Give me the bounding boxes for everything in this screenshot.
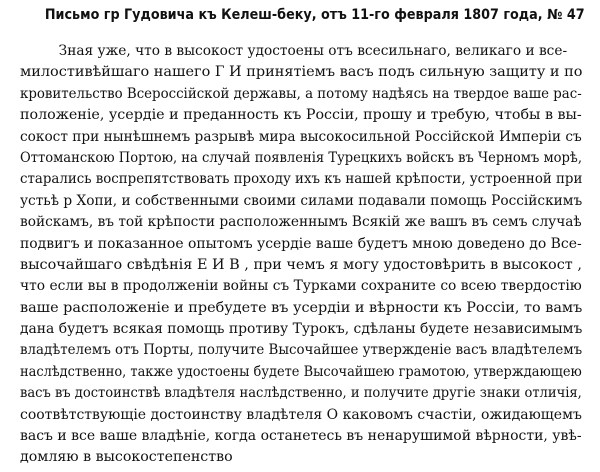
text-line-12: что если вы в продолженіи войны съ Турками сохраните со всею твердостію (20, 278, 582, 295)
text-line-7: старались воспрепятствовать проходу ихъ къ нашей крѣпости, устроенной при (20, 171, 583, 188)
letter-heading: Письмо гр Гудовича къ Келеш-беку, отъ 11-го февраля 1807 года, № 47 (44, 7, 585, 23)
text-line-10: подвигъ и показанное опытомъ усердіе ваше будетъ мною доведено до Все- (20, 235, 582, 252)
text-line-6: Оттоманскою Портою, на случай появленія Турецкихъ войскъ въ Черномъ морѣ, (20, 149, 582, 166)
text-line-11: высочайшаго свѣдѣнія Е И В , при чемъ я могу удостовѣрить в высокост , (20, 256, 582, 273)
text-line-14: дана будетъ всякая помощь противу Турокъ, сдѣланы будете независимымъ (20, 321, 583, 338)
text-line-8: устьѣ р Хопи, и собственными своими силами подавали помощь Россійскимъ (20, 192, 583, 209)
text-line-18: соотвѣтствующіе достоинству владѣтеля О каковомъ счастіи, ожидающемъ (20, 406, 582, 423)
text-line-1: Зная уже, что в высокост удостоены отъ всесильнаго, великаго и все- (58, 43, 568, 59)
text-line-5: сокост при нынѣшнемъ разрывѣ мира высокосильной Россійской Имперіи съ (20, 128, 582, 145)
text-line-4: положеніе, усердіе и преданность къ Россіи, прошу и требую, чтобы в вы- (20, 107, 582, 124)
text-line-16: наслѣдственно, также удостоены будете Высочайшею грамотою, утверждающею (20, 363, 582, 380)
text-line-3: кровительство Всероссійской державы, а потому надѣясь на твердое ваше рас- (20, 85, 582, 102)
text-line-19: васъ и все ваше владѣніе, когда останетесь въ ненарушимой вѣрности, увѣ- (20, 428, 582, 445)
letter-body (20, 41, 600, 469)
text-line-17: васъ въ достоинствѣ владѣтеля наслѣдственно, и получите другіе знаки отличія, (20, 385, 582, 402)
text-line-9: войскамъ, въ той крѣпости расположеннымъ Всякій же вашъ въ семъ случаѣ (20, 214, 582, 231)
text-line-20: домляю в высокостепенство (20, 449, 233, 466)
text-line-2: милостивѣйшаго нашего Г И принятіемъ васъ подъ сильную защиту и по (20, 64, 583, 81)
text-line-13: ваше расположеніе и пребудете въ усердіи и вѣрности къ Россіи, то вамъ (20, 299, 583, 316)
text-line-15: владѣтелемъ отъ Порты, получите Высочайшее утвержденіе васъ владѣтелемъ (20, 342, 583, 359)
